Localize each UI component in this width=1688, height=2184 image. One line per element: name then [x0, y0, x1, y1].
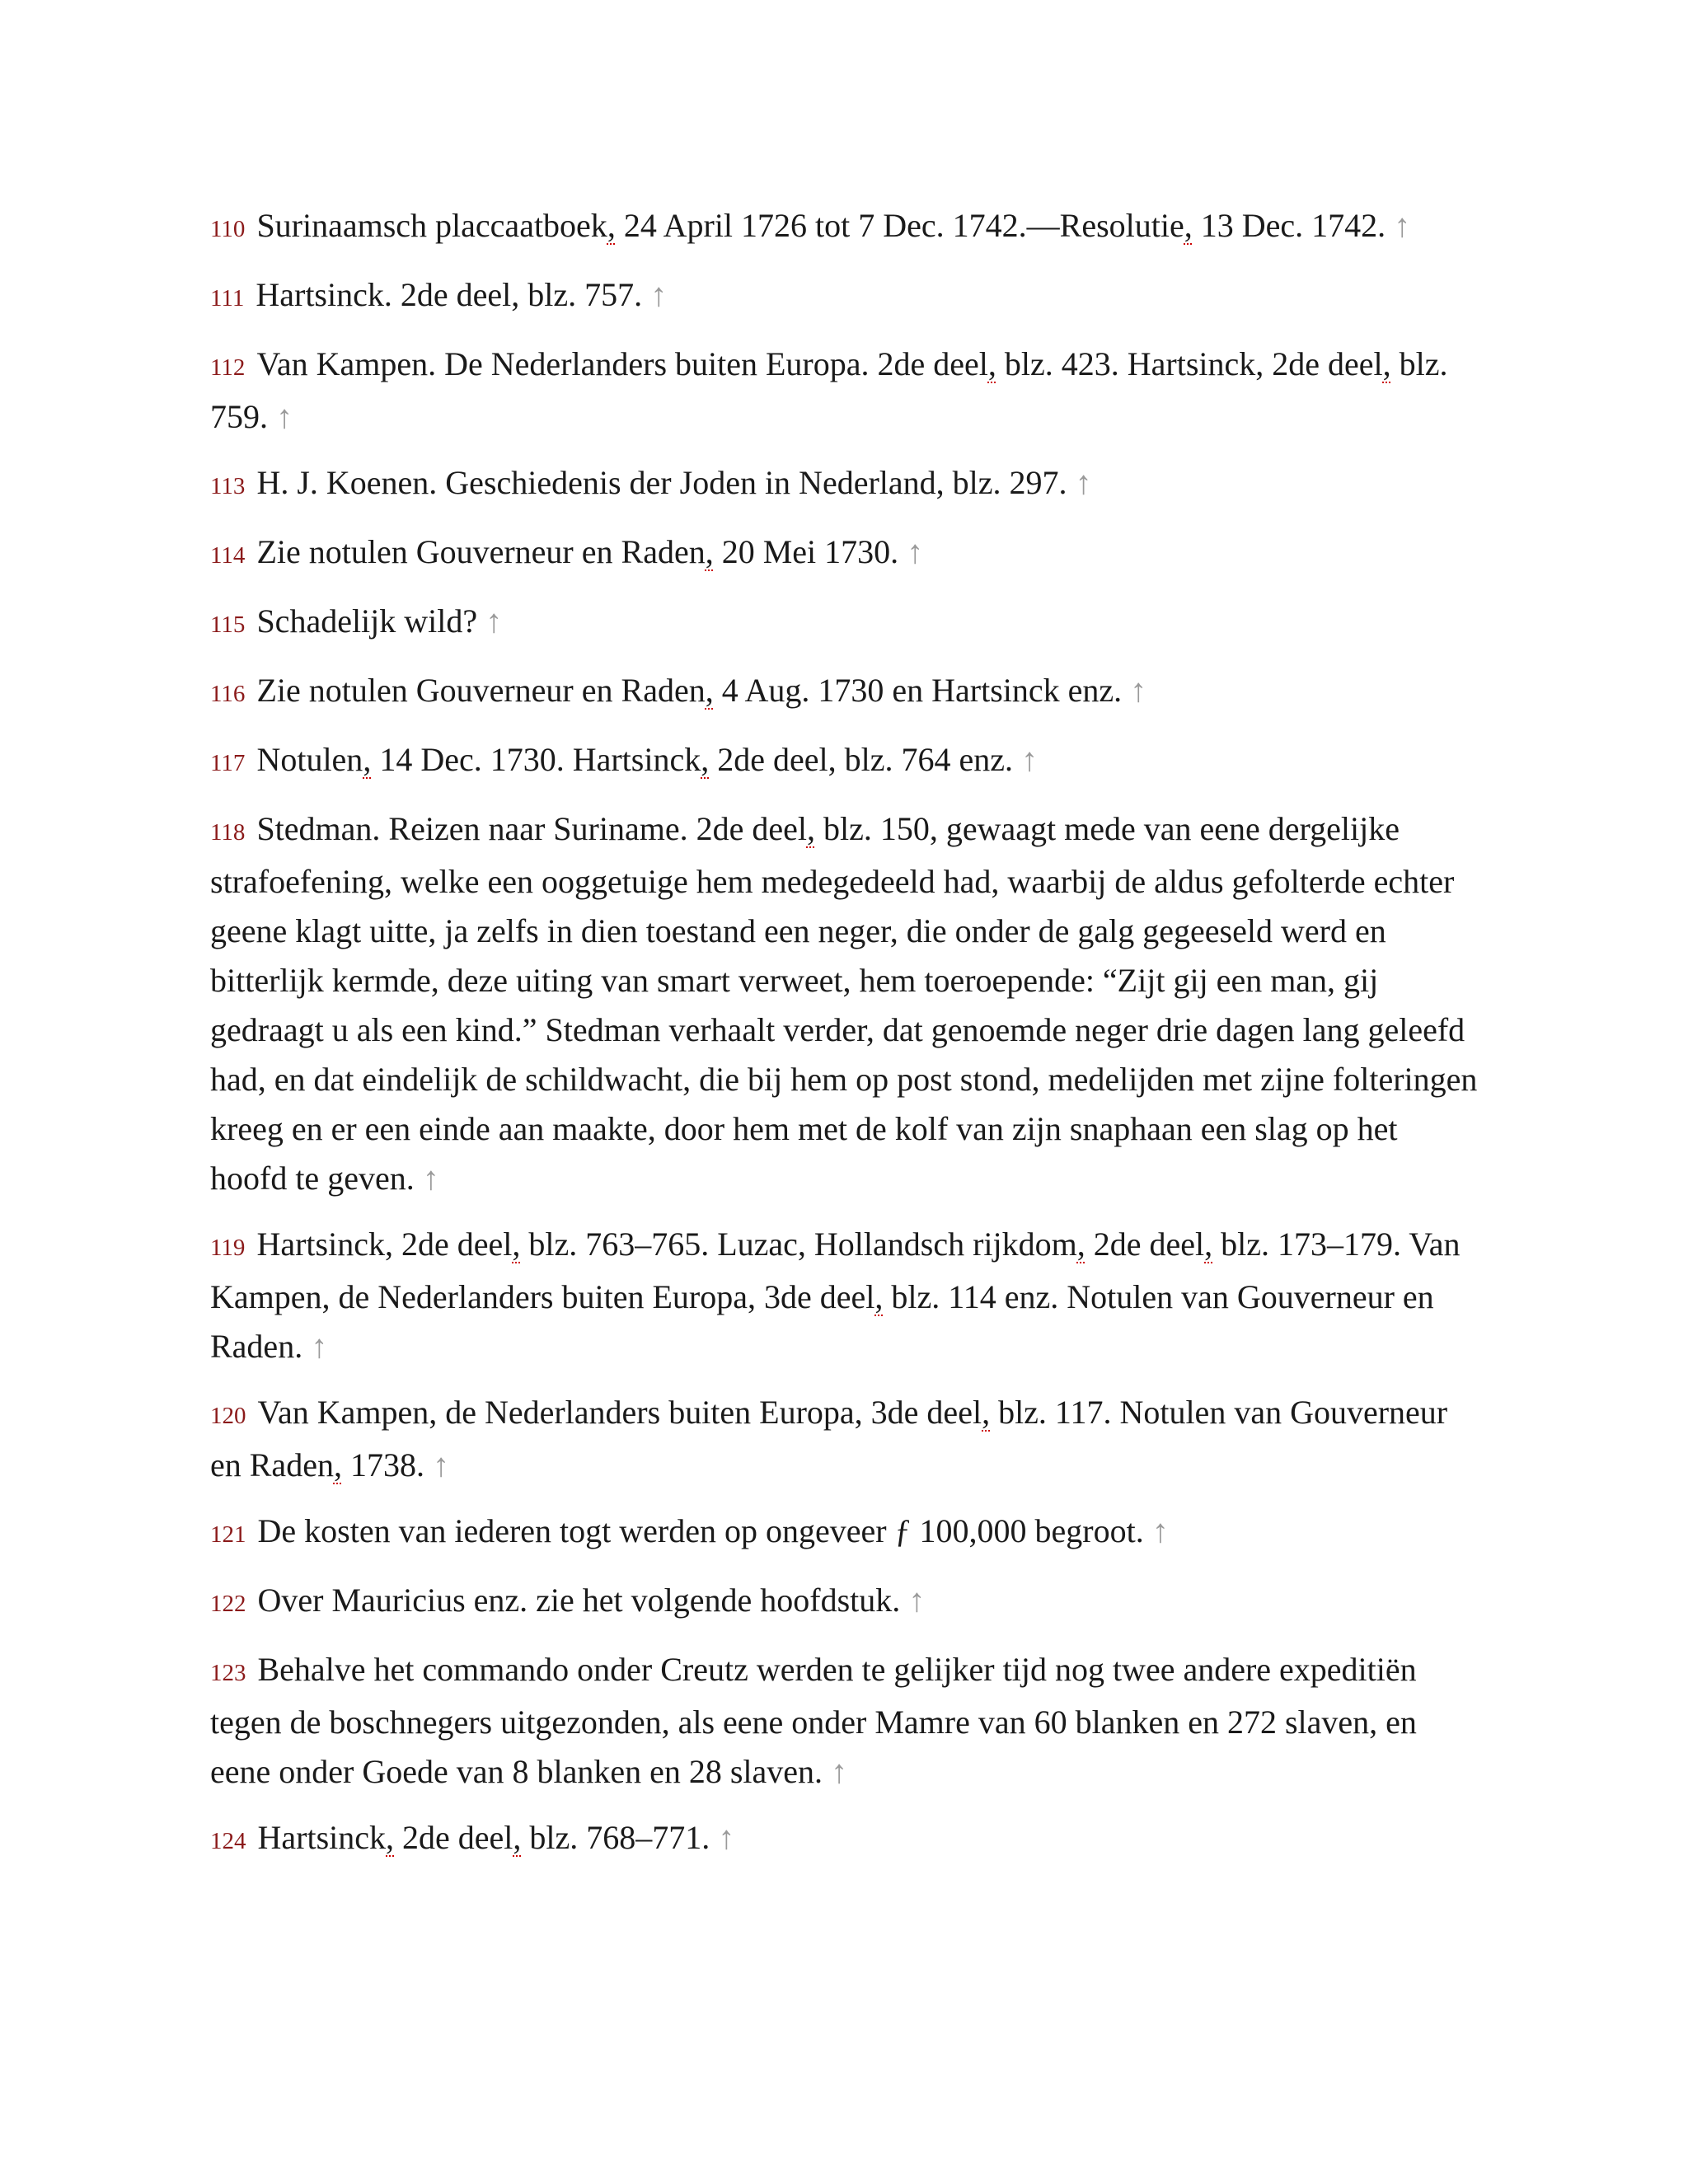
footnote-110 [210, 201, 1479, 254]
back-arrow-icon[interactable]: ↑ [485, 602, 503, 640]
footnote-119 [210, 1220, 1479, 1371]
footnote-text: Notulen [256, 741, 363, 778]
footnote-separator: , [982, 1394, 991, 1431]
footnote-number[interactable]: 113 [210, 473, 246, 499]
back-arrow-icon[interactable]: ↑ [718, 1819, 735, 1856]
footnote-text: 24 April 1726 tot 7 Dec. 1742.—Resolutie [615, 207, 1184, 244]
footnote-number[interactable]: 123 [210, 1660, 246, 1686]
footnote-124 [210, 1813, 1479, 1866]
footnote-text: Van Kampen, de Nederlanders buiten Europa, 3de deel [257, 1394, 982, 1431]
footnote-separator: , [705, 672, 714, 709]
footnote-text: Over Mauricius enz. zie het volgende hoofdstuk. [257, 1582, 901, 1619]
footnote-number[interactable]: 112 [210, 354, 246, 381]
footnote-number[interactable]: 116 [210, 681, 246, 707]
footnote-separator: , [386, 1819, 395, 1856]
footnote-text: Stedman. Reizen naar Suriname. 2de deel [256, 810, 807, 847]
back-arrow-icon[interactable]: ↑ [1020, 741, 1038, 778]
footnote-number[interactable]: 118 [210, 819, 246, 846]
footnote-number[interactable]: 117 [210, 750, 246, 776]
back-arrow-icon[interactable]: ↑ [422, 1160, 439, 1197]
footnote-112 [210, 340, 1479, 442]
footnote-text: H. J. Koenen. Geschiedenis der Joden in Nederland, blz. 297. [256, 464, 1067, 501]
footnote-111 [210, 270, 1479, 323]
footnote-separator: , [987, 345, 996, 382]
footnote-list [210, 201, 1479, 1866]
footnote-text: 4 Aug. 1730 en Hartsinck enz. [713, 672, 1123, 709]
footnote-separator: , [701, 741, 710, 778]
footnote-text: 20 Mei 1730. [713, 533, 899, 570]
footnote-text: blz. 117. Notulen van Gouverneur en Raden [210, 1394, 1448, 1483]
back-arrow-icon[interactable]: ↑ [908, 1582, 926, 1619]
footnote-text: 13 Dec. 1742. [1192, 207, 1386, 244]
back-arrow-icon[interactable]: ↑ [276, 398, 293, 435]
footnote-separator: , [1184, 207, 1193, 244]
footnote-separator: , [512, 1226, 521, 1263]
footnote-text: Hartsinck. 2de deel, blz. 757. [256, 276, 643, 313]
footnote-number[interactable]: 114 [210, 542, 246, 569]
footnote-text: 14 Dec. 1730. Hartsinck [371, 741, 701, 778]
footnote-text: Schadelijk wild? [256, 602, 478, 640]
footnote-text: Hartsinck [257, 1819, 387, 1856]
footnote-120 [210, 1388, 1479, 1490]
back-arrow-icon[interactable]: ↑ [432, 1446, 449, 1483]
footnote-116 [210, 666, 1479, 719]
footnote-text: blz. 759. [210, 345, 1448, 435]
footnote-text: 2de deel [394, 1819, 513, 1856]
footnote-113 [210, 458, 1479, 511]
footnote-separator: , [333, 1446, 342, 1483]
footnote-number[interactable]: 120 [210, 1403, 246, 1429]
back-arrow-icon[interactable]: ↑ [1394, 207, 1411, 244]
footnote-text: Van Kampen. De Nederlanders buiten Europa. 2de deel [256, 345, 988, 382]
footnote-text: blz. 423. Hartsinck, 2de deel [996, 345, 1383, 382]
footnote-separator: , [607, 207, 616, 244]
footnote-text: Hartsinck, 2de deel [256, 1226, 513, 1263]
footnote-text: Zie notulen Gouverneur en Raden [256, 533, 706, 570]
footnote-text: blz. 114 enz. Notulen van Gouverneur en Raden. [210, 1278, 1434, 1365]
footnote-text: blz. 768–771. [521, 1819, 710, 1856]
footnote-text: De kosten van iederen togt werden op ongeveer ƒ 100,000 begroot. [257, 1512, 1144, 1549]
footnote-number[interactable]: 110 [210, 216, 246, 242]
back-arrow-icon[interactable]: ↑ [1130, 672, 1147, 709]
footnotes-page [210, 201, 1479, 1882]
back-arrow-icon[interactable]: ↑ [831, 1753, 848, 1790]
footnote-text: blz. 173–179. Van Kampen, de Nederlanders buiten Europa, 3de deel [210, 1226, 1461, 1315]
footnote-114 [210, 527, 1479, 580]
footnote-number[interactable]: 115 [210, 612, 246, 638]
back-arrow-icon[interactable]: ↑ [311, 1328, 328, 1365]
footnote-separator: , [1204, 1226, 1213, 1263]
footnote-separator: , [705, 533, 714, 570]
back-arrow-icon[interactable]: ↑ [1075, 464, 1092, 501]
footnote-117 [210, 735, 1479, 788]
footnote-text: Surinaamsch placcaatboek [256, 207, 607, 244]
back-arrow-icon[interactable]: ↑ [1151, 1512, 1169, 1549]
footnote-text: blz. 763–765. Luzac, Hollandsch rijkdom [520, 1226, 1077, 1263]
footnote-118 [210, 804, 1479, 1203]
footnote-text: 2de deel [1085, 1226, 1205, 1263]
footnote-text: Behalve het commando onder Creutz werden te gelijker tijd nog twee andere expeditiën tegen de boschnegers uitgezonden, als eene onder Mamre van 60 blanken en 272 slaven, en eene onder Goede van 8 blanken en 28 slaven. [210, 1651, 1417, 1790]
footnote-text: 2de deel, blz. 764 enz. [709, 741, 1013, 778]
footnote-121 [210, 1507, 1479, 1559]
footnote-text: blz. 150, gewaagt mede van eene dergelijke strafoefening, welke een ooggetuige hem medegedeeld had, waarbij de aldus gefolterde echter geene klagt uitte, ja zelfs in dien toestand een neger, die onder de galg gegeeseld werd en bitterlijk kermde, deze uiting van smart verweet, hem toeroepende: “Zijt gij een man, gij gedraagt u als een kind.” Stedman verhaalt verder, dat genoemde neger drie dagen lang geleefd had, en dat eindelijk de schildwacht, die bij hem op post stond, medelijden met zijne folteringen kreeg en er een einde aan maakte, door hem met de kolf van zijn snaphaan een slag op het hoofd te geven. [210, 810, 1478, 1197]
footnote-separator: , [1382, 345, 1391, 382]
footnote-text: Zie notulen Gouverneur en Raden [256, 672, 706, 709]
footnote-number[interactable]: 121 [210, 1521, 246, 1548]
footnote-text: 1738. [341, 1446, 424, 1483]
footnote-separator: , [1076, 1226, 1085, 1263]
back-arrow-icon[interactable]: ↑ [907, 533, 924, 570]
footnote-number[interactable]: 124 [210, 1828, 246, 1854]
footnote-separator: , [874, 1278, 884, 1315]
back-arrow-icon[interactable]: ↑ [650, 276, 668, 313]
footnote-number[interactable]: 122 [210, 1591, 246, 1617]
footnote-115 [210, 597, 1479, 649]
footnote-123 [210, 1645, 1479, 1797]
footnote-number[interactable]: 111 [210, 285, 245, 312]
footnote-separator: , [363, 741, 372, 778]
footnote-number[interactable]: 119 [210, 1235, 246, 1261]
footnote-separator: , [806, 810, 815, 847]
footnote-separator: , [513, 1819, 522, 1856]
footnote-122 [210, 1576, 1479, 1629]
